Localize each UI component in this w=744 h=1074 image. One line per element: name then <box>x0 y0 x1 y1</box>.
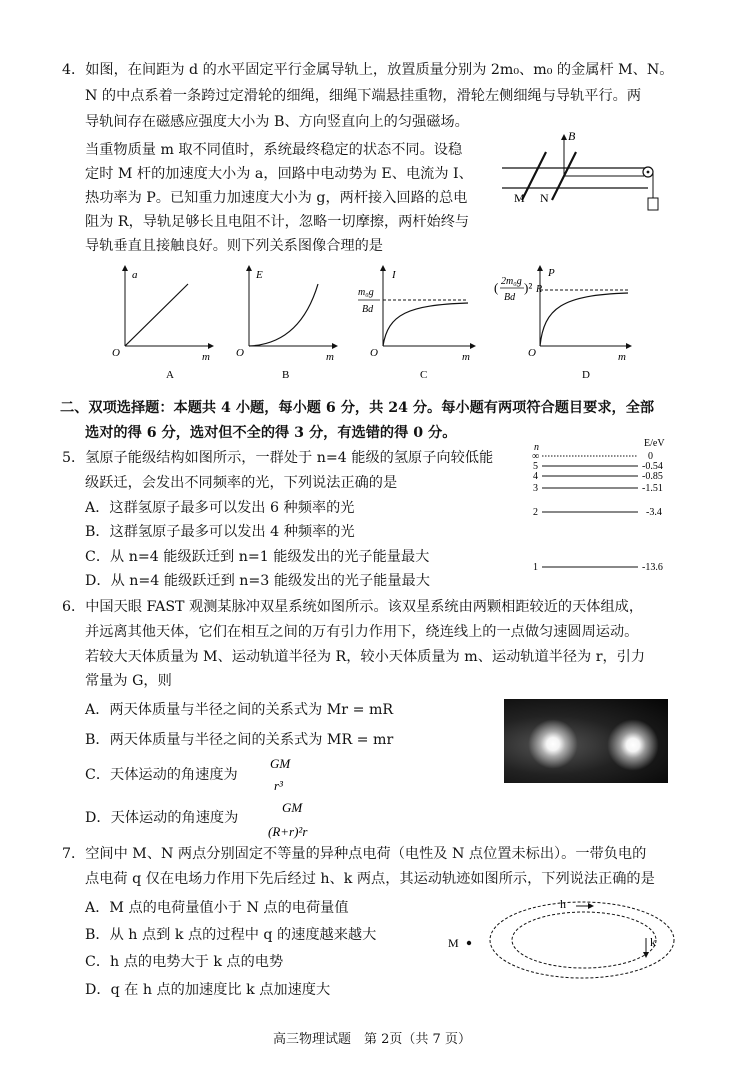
q6-c-num: GM <box>270 756 291 771</box>
binary-star-photo <box>504 699 668 783</box>
q4-line-4: 当重物质量 m 取不同值时，系统最终稳定的状态不同。设稳 <box>85 142 463 158</box>
graph-d-option: D <box>582 369 590 380</box>
q6-line-1: 6．中国天眼 FAST 观测某脉冲双星系统如图所示。该双星系统由两颗相距较近的天体组成， <box>62 599 644 615</box>
q6-d-num: GM <box>282 800 303 815</box>
svg-text:∞: ∞ <box>532 451 540 462</box>
graph-d-origin: O <box>528 347 536 359</box>
graph-d-asym-suffix: R <box>536 284 543 295</box>
q4-line-6: 热功率为 P。已知重力加速度大小为 g，两杆接入回路的总电 <box>85 190 468 206</box>
q6-option-d: D．天体运动的角速度为 <box>85 810 239 826</box>
svg-text:-0.85: -0.85 <box>642 471 663 482</box>
q5-line-1: 5．氢原子能级结构如图所示，一群处于 n=4 能级的氢原子向较低能 <box>62 450 494 466</box>
svg-text:-13.6: -13.6 <box>642 562 663 573</box>
q7-line-2: 点电荷 q 仅在电场力作用下先后经过 h、k 两点，其运动轨迹如图所示，下列说法正确的是 <box>85 871 655 887</box>
page-footer: 高三物理试题 第 2页（共 7 页） <box>273 1032 471 1047</box>
svg-text:-0.54: -0.54 <box>642 461 663 472</box>
graph-c-asym-num: m₀g <box>358 287 374 298</box>
rod-n-label: N <box>540 191 549 205</box>
q6-d-den: (R+r)²r <box>268 824 308 839</box>
weight <box>648 198 658 210</box>
level-inf <box>532 451 653 462</box>
n-header: n <box>534 442 539 453</box>
graph-c-curve <box>383 303 468 346</box>
svg-text:3: 3 <box>533 483 538 494</box>
graph-b <box>232 262 344 380</box>
q6-option-b: B．两天体质量与半径之间的关系式为 MR = mr <box>85 732 394 748</box>
q7-option-d: D．q 在 h 点的加速度比 k 点加速度大 <box>85 982 331 998</box>
point-m <box>467 941 471 945</box>
level-1 <box>533 562 663 573</box>
svg-text:1: 1 <box>533 562 538 573</box>
q6-c-den: r³ <box>274 778 283 793</box>
graph-a <box>108 262 220 380</box>
q4-line-1: 4．如图，在间距为 d 的水平固定平行金属导轨上，放置质量分别为 2m₀、m₀ 的金属杆 M、N。 <box>62 62 674 78</box>
level-4 <box>533 471 663 482</box>
graph-b-ylabel: E <box>256 269 263 281</box>
field-arrow-head <box>561 134 567 140</box>
energy-level-diagram <box>530 436 680 578</box>
trajectory-figure <box>444 896 684 988</box>
level-3 <box>533 483 663 494</box>
pulley-axle <box>647 171 650 174</box>
q7-option-c: C．h 点的电势大于 k 点的电势 <box>85 954 284 970</box>
graph-b-option: B <box>282 369 290 380</box>
q6-option-d-formula <box>262 796 342 842</box>
q6-option-a: A．两天体质量与半径之间的关系式为 Mr = mR <box>85 702 394 718</box>
graph-a-xlabel: m <box>202 351 210 363</box>
q6-line-3: 若较大天体质量为 M、运动轨道半径为 R，较小天体质量为 m、运动轨道半径为 r，引力 <box>85 649 646 665</box>
q4-line-2: N 的中点系着一条跨过定滑轮的细绳，细绳下端悬挂重物，滑轮左侧细绳与导轨平行。两 <box>85 88 642 104</box>
graph-d-xlabel: m <box>618 351 626 363</box>
star-small <box>607 719 659 771</box>
graph-d <box>492 262 642 380</box>
graph-a-origin: O <box>112 347 120 359</box>
e-header: E/eV <box>644 438 665 449</box>
svg-text:4: 4 <box>533 471 538 482</box>
graph-a-option: A <box>166 369 174 380</box>
graph-c-asym-den: Bd <box>362 304 374 315</box>
graph-d-ylabel: P <box>548 267 555 279</box>
q4-line-5: 定时 M 杆的加速度大小为 a，回路中电动势为 E、电流为 I、 <box>85 166 473 182</box>
section2-line-1: 二、双项选择题：本题共 4 小题，每小题 6 分，共 24 分。每小题有两项符合题目要求，全部 <box>60 400 655 416</box>
q5-line-2: 级跃迁，会发出不同频率的光，下列说法正确的是 <box>85 475 398 491</box>
rod-m-label: M <box>514 191 525 205</box>
graph-a-curve <box>125 284 188 346</box>
section2-line-2: 选对的得 6 分，选对但不全的得 3 分，有选错的得 0 分。 <box>85 425 457 441</box>
graph-d-paren-open: ( <box>494 280 499 295</box>
svg-text:0: 0 <box>648 451 653 462</box>
q4-line-3: 导轨间存在磁感应强度大小为 B、方向竖直向上的匀强磁场。 <box>85 114 469 130</box>
q7-option-a: A．M 点的电荷量值小于 N 点的电荷量值 <box>85 900 349 916</box>
q5-option-c: C．从 n=4 能级跃迁到 n=1 能级发出的光子能量最大 <box>85 549 430 565</box>
svg-text:5: 5 <box>533 461 538 472</box>
graph-d-paren-close: )² <box>524 280 533 295</box>
q6-option-c: C．天体运动的角速度为 <box>85 767 238 783</box>
svg-text:-1.51: -1.51 <box>642 483 663 494</box>
inner-orbit <box>512 912 656 968</box>
svg-text:-3.4: -3.4 <box>646 507 662 518</box>
graph-b-curve <box>249 284 318 346</box>
svg-text:2: 2 <box>533 507 538 518</box>
graph-c <box>356 262 486 380</box>
star-large <box>528 719 578 769</box>
graph-c-origin: O <box>370 347 378 359</box>
q7-line-1: 7．空间中 M、N 两点分别固定不等量的异种点电荷（电性及 N 点位置未标出）。一带负电的 <box>62 846 647 862</box>
graph-d-asym-num: 2m₀g <box>501 276 522 287</box>
graph-b-xlabel: m <box>326 351 334 363</box>
q7-option-b: B．从 h 点到 k 点的过程中 q 的速度越来越大 <box>85 927 377 943</box>
point-m-label: M <box>448 936 459 950</box>
point-h-label: h <box>560 897 566 911</box>
graph-d-curve <box>540 293 628 346</box>
q5-option-d: D．从 n=4 能级跃迁到 n=3 能级发出的光子能量最大 <box>85 573 430 589</box>
q6-line-4: 常量为 G，则 <box>85 673 172 689</box>
q4-line-7: 阻为 R，导轨足够长且电阻不计，忽略一切摩擦，两杆始终与 <box>85 214 470 230</box>
graph-c-xlabel: m <box>462 351 470 363</box>
graph-b-origin: O <box>236 347 244 359</box>
q6-line-2: 并远离其他天体，它们在相互之间的万有引力作用下，绕连线上的一点做匀速圆周运动。 <box>85 624 639 640</box>
graph-a-ylabel: a <box>132 269 138 281</box>
field-label: B <box>568 129 576 143</box>
level-2 <box>533 507 662 518</box>
rails-pulley-figure <box>500 126 670 218</box>
q4-line-8: 导轨垂直且接触良好。则下列关系图像合理的是 <box>85 238 383 254</box>
q6-option-c-formula <box>262 752 322 796</box>
q5-option-b: B．这群氢原子最多可以发出 4 种频率的光 <box>85 524 355 540</box>
graph-d-asym-den: Bd <box>504 292 516 303</box>
graph-c-option: C <box>420 369 428 380</box>
point-k-label: k <box>650 935 656 949</box>
graph-c-ylabel: I <box>392 269 396 281</box>
q5-option-a: A．这群氢原子最多可以发出 6 种频率的光 <box>85 500 355 516</box>
